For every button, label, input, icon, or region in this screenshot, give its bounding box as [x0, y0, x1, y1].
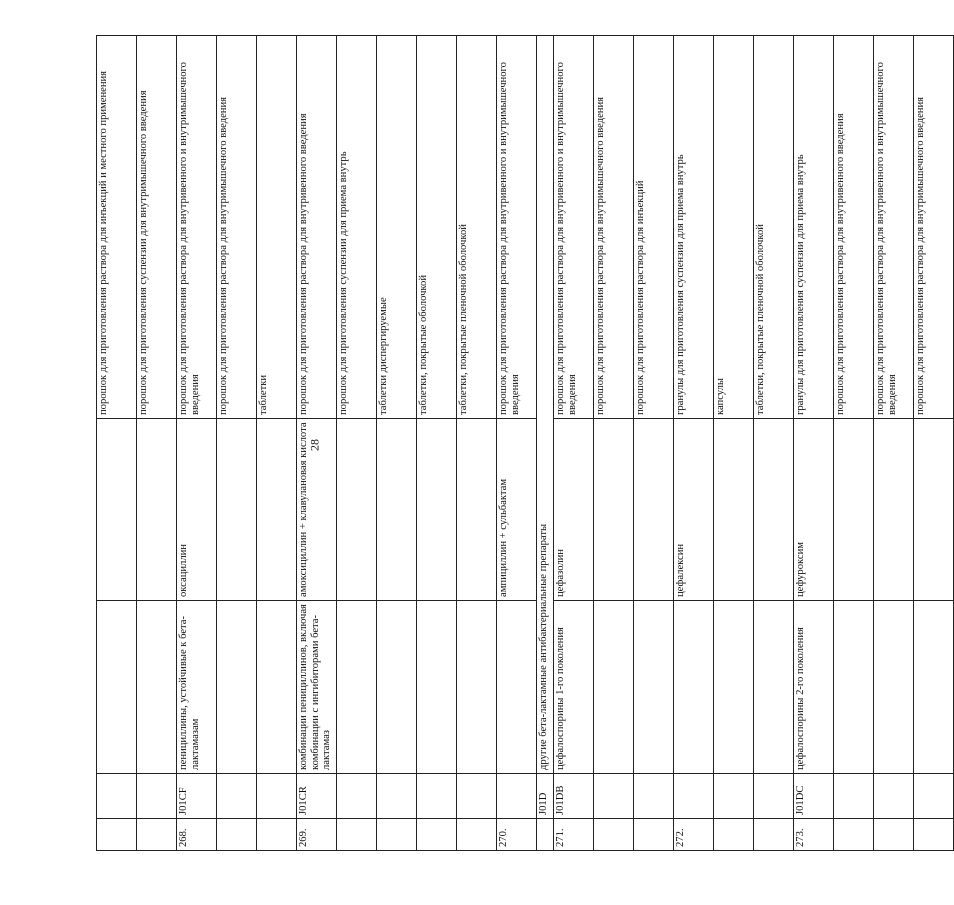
atc-code-cell [257, 774, 297, 819]
group-name-cell: пенициллины, устойчивые к бета-лактамазам [177, 601, 217, 774]
atc-code-cell: J01D [537, 774, 554, 819]
dosage-form-cell: таблетки, покрытые пленочной оболочкой [754, 36, 794, 419]
atc-code-cell [674, 774, 714, 819]
dosage-form-cell: порошок для приготовления раствора для инъекций [634, 36, 674, 419]
dosage-form-cell: таблетки, покрытые пленочной оболочкой [457, 36, 497, 419]
table-row [914, 36, 954, 851]
dosage-form-cell: порошок для приготовления раствора для внутривенного и внутримышечного введения [177, 36, 217, 419]
row-number-cell [537, 819, 554, 851]
rotated-table-container [96, 36, 926, 851]
group-name-cell [137, 601, 177, 774]
dosage-form-cell: таблетки, покрытые оболочкой [417, 36, 457, 419]
dosage-form-cell: гранулы для приготовления суспензии для приема внутрь [674, 36, 714, 419]
drug-name-cell [594, 419, 634, 601]
dosage-form-cell: порошок для приготовления суспензии для приема внутрь [337, 36, 377, 419]
table-row [874, 36, 914, 851]
dosage-form-cell: гранулы для приготовления суспензии для приема внутрь [794, 36, 834, 419]
drug-name-cell [217, 419, 257, 601]
drug-name-cell [137, 419, 177, 601]
row-number-cell [377, 819, 417, 851]
dosage-form-cell: порошок для приготовления раствора для внутривенного и внутримышечного введения [554, 36, 594, 419]
table-row [417, 36, 457, 851]
dosage-form-cell: порошок для приготовления раствора для внутривенного введения [834, 36, 874, 419]
row-number-cell [594, 819, 634, 851]
table-row [594, 36, 634, 851]
table-row [674, 36, 714, 851]
atc-code-cell [834, 774, 874, 819]
atc-code-cell [594, 774, 634, 819]
group-name-cell [834, 601, 874, 774]
row-number-cell [634, 819, 674, 851]
drug-name-cell [874, 419, 914, 601]
dosage-form-cell: порошок для приготовления раствора для внутримышечного введения [217, 36, 257, 419]
group-name-cell [497, 601, 537, 774]
group-name-cell [257, 601, 297, 774]
group-name-cell [874, 601, 914, 774]
group-name-cell: другие бета-лактамные антибактериальные препараты [537, 36, 554, 774]
drug-name-cell [914, 419, 954, 601]
atc-code-cell: J01DB [554, 774, 594, 819]
group-name-cell: цефалоспорины 1-го поколения [554, 601, 594, 774]
atc-code-cell [217, 774, 257, 819]
dosage-form-cell: порошок для приготовления раствора для внутримышечного введения [594, 36, 634, 419]
atc-code-cell [914, 774, 954, 819]
atc-code-cell [634, 774, 674, 819]
row-number-cell [97, 819, 137, 851]
atc-code-cell [874, 774, 914, 819]
group-name-cell: комбинации пенициллинов, включая комбинации с ингибиторами бета-лактамаз [297, 601, 337, 774]
group-name-cell [97, 601, 137, 774]
drug-list-table [96, 35, 954, 851]
atc-code-cell [377, 774, 417, 819]
drug-name-cell: оксациллин [177, 419, 217, 601]
drug-name-cell [634, 419, 674, 601]
drug-name-cell: амоксициллин + клавулановая кислота [297, 419, 337, 601]
dosage-form-cell: порошок для приготовления раствора для внутривенного введения [297, 36, 337, 419]
group-name-cell [217, 601, 257, 774]
dosage-form-cell: порошок для приготовления раствора для внутривенного и внутримышечного введения [497, 36, 537, 419]
page-number: 28 [307, 439, 322, 451]
drug-name-cell [97, 419, 137, 601]
table-row [137, 36, 177, 851]
table-area [96, 36, 926, 851]
table-row [297, 36, 337, 851]
dosage-form-cell: капсулы [714, 36, 754, 419]
drug-name-cell [337, 419, 377, 601]
drug-name-cell: цефазолин [554, 419, 594, 601]
dosage-form-cell: порошок для приготовления суспензии для внутримышечного введения [137, 36, 177, 419]
drug-name-cell: цефалексин [674, 419, 714, 601]
row-number-cell: 269. [297, 819, 337, 851]
atc-code-cell [417, 774, 457, 819]
drug-name-cell [257, 419, 297, 601]
dosage-form-cell: таблетки диспергируемые [377, 36, 417, 419]
atc-code-cell [137, 774, 177, 819]
atc-code-cell [97, 774, 137, 819]
table-row [714, 36, 754, 851]
group-name-cell [754, 601, 794, 774]
table-row [457, 36, 497, 851]
row-number-cell [137, 819, 177, 851]
row-number-cell [337, 819, 377, 851]
row-number-cell: 273. [794, 819, 834, 851]
table-row [257, 36, 297, 851]
row-number-cell [217, 819, 257, 851]
group-name-cell: цефалоспорины 2-го поколения [794, 601, 834, 774]
row-number-cell: 271. [554, 819, 594, 851]
atc-code-cell [714, 774, 754, 819]
row-number-cell: 272. [674, 819, 714, 851]
dosage-form-cell: порошок для приготовления раствора для внутримышечного введения [914, 36, 954, 419]
drug-name-cell: цефуроксим [794, 419, 834, 601]
drug-name-cell [417, 419, 457, 601]
row-number-cell [714, 819, 754, 851]
group-name-cell [377, 601, 417, 774]
table-row [794, 36, 834, 851]
dosage-form-cell: таблетки [257, 36, 297, 419]
drug-name-cell: ампициллин + сульбактам [497, 419, 537, 601]
atc-code-cell: J01CR [297, 774, 337, 819]
group-name-cell [594, 601, 634, 774]
row-number-cell [417, 819, 457, 851]
atc-code-cell: J01CF [177, 774, 217, 819]
drug-name-cell [714, 419, 754, 601]
table-row [337, 36, 377, 851]
row-number-cell [457, 819, 497, 851]
table-row [834, 36, 874, 851]
drug-name-cell [754, 419, 794, 601]
group-name-cell [417, 601, 457, 774]
atc-code-cell: J01DC [794, 774, 834, 819]
group-name-cell [337, 601, 377, 774]
row-number-cell: 268. [177, 819, 217, 851]
drug-name-cell [377, 419, 417, 601]
table-row [97, 36, 137, 851]
group-name-cell [714, 601, 754, 774]
dosage-form-cell: порошок для приготовления раствора для инъекций и местного применения [97, 36, 137, 419]
table-row [497, 36, 537, 851]
table-row [554, 36, 594, 851]
table-row [377, 36, 417, 851]
row-number-cell: 270. [497, 819, 537, 851]
group-name-cell [634, 601, 674, 774]
table-row [754, 36, 794, 851]
atc-code-cell [754, 774, 794, 819]
table-row [177, 36, 217, 851]
table-row [634, 36, 674, 851]
drug-name-cell [834, 419, 874, 601]
row-number-cell [834, 819, 874, 851]
table-row [217, 36, 257, 851]
table-body [97, 36, 954, 851]
atc-code-cell [457, 774, 497, 819]
dosage-form-cell: порошок для приготовления раствора для внутривенного и внутримышечного введения [874, 36, 914, 419]
atc-code-cell [497, 774, 537, 819]
group-name-cell [674, 601, 714, 774]
row-number-cell [257, 819, 297, 851]
group-name-cell [914, 601, 954, 774]
drug-name-cell [457, 419, 497, 601]
row-number-cell [754, 819, 794, 851]
atc-code-cell [337, 774, 377, 819]
row-number-cell [914, 819, 954, 851]
table-row [537, 36, 554, 851]
row-number-cell [874, 819, 914, 851]
group-name-cell [457, 601, 497, 774]
